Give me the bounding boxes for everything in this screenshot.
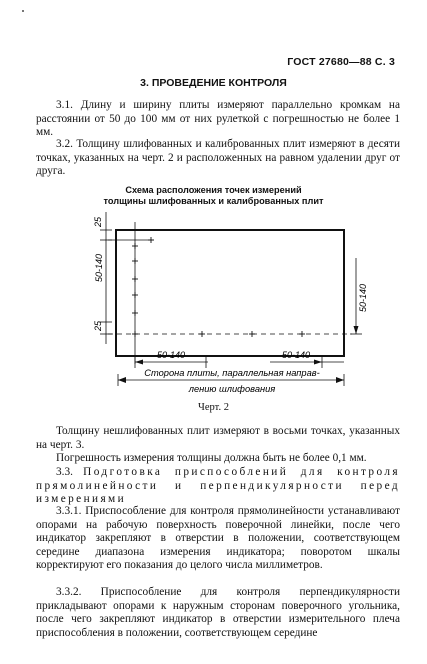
dim-label-50-140-bottom-left: 50-140 xyxy=(156,350,186,360)
arrowhead xyxy=(314,360,322,365)
side-label-line-2: лению шлифования xyxy=(188,384,276,394)
dim-label-50-140-bottom-right: 50-140 xyxy=(281,350,311,360)
page-header: ГОСТ 27680—88 С. 3 xyxy=(287,56,395,68)
paragraph-3-3-1: 3.3.1. Приспособление для контроля прямолинейности устанавливают опорами на рабочую поверхность поверочной линейки, после чего индикатор закрепляют в отверстии в положении, соответствующем середине диапазона измерения индикатора; поворотом шкалы корректируют его показания до целого числа миллиметров. xyxy=(36,505,400,572)
paragraph-3-2: 3.2. Толщину шлифованных и калиброванных плит измеряют в десяти точках, указанных на черт. 2 и расположенных на равном удалении друг от друга. xyxy=(36,138,400,178)
measurement-point xyxy=(132,276,138,282)
paragraph-3-3-number: 3.3. xyxy=(56,466,73,478)
dim-label-25-bottom: 25 xyxy=(93,320,103,332)
measurement-point xyxy=(299,331,305,337)
measurement-point xyxy=(132,292,138,298)
measurement-point xyxy=(249,331,255,337)
figure-caption: Черт. 2 xyxy=(198,402,229,413)
arrowhead xyxy=(118,377,126,383)
figure-title-line-1: Схема расположения точек измерений xyxy=(125,185,302,195)
measurement-point xyxy=(148,237,154,243)
dim-label-50-140-left: 50-140 xyxy=(94,253,104,283)
measurement-point xyxy=(132,258,138,264)
arrowhead xyxy=(354,326,359,334)
paragraph-3-3 xyxy=(36,466,400,507)
measurement-point xyxy=(132,331,138,337)
paragraph-thickness: Толщину нешлифованных плит измеряют в восьми точках, указанных на черт. 3. xyxy=(36,425,400,451)
section-title: 3. ПРОВЕДЕНИЕ КОНТРОЛЯ xyxy=(140,77,287,89)
paragraph-error: Погрешность измерения толщины должна быть не более 0,1 мм. xyxy=(56,452,367,464)
measurement-point xyxy=(199,331,205,337)
measurement-point xyxy=(132,243,138,249)
side-label-line-1: Сторона плиты, параллельная направ- xyxy=(144,368,320,378)
paragraph-3-1: 3.1. Длину и ширину плиты измеряют параллельно кромкам на расстоянии от 50 до 100 мм от них рулеткой с погрешностью не более 1 мм. xyxy=(36,99,400,139)
paragraph-3-3-2: 3.3.2. Приспособление для контроля перпендикулярности прикладывают опорами к наружным сторонам поверочного угольника, после чего закрепляют индикатор в отверстии измерительного плеча приспособления в положении, соответствующем середине xyxy=(36,586,400,639)
measurement-point xyxy=(132,310,138,316)
plate-outline xyxy=(116,230,344,356)
dim-label-50-140-right: 50-140 xyxy=(358,283,368,313)
figure-title-line-2: толщины шлифованных и калиброванных плит xyxy=(103,196,324,206)
arrowhead xyxy=(135,360,143,365)
arrowhead xyxy=(336,377,344,383)
paragraph-3-3-title: Подготовка приспособлений для контроля прямолинейности и перпендикулярности перед измерениями xyxy=(36,466,401,506)
dim-label-25-top: 25 xyxy=(93,216,103,228)
